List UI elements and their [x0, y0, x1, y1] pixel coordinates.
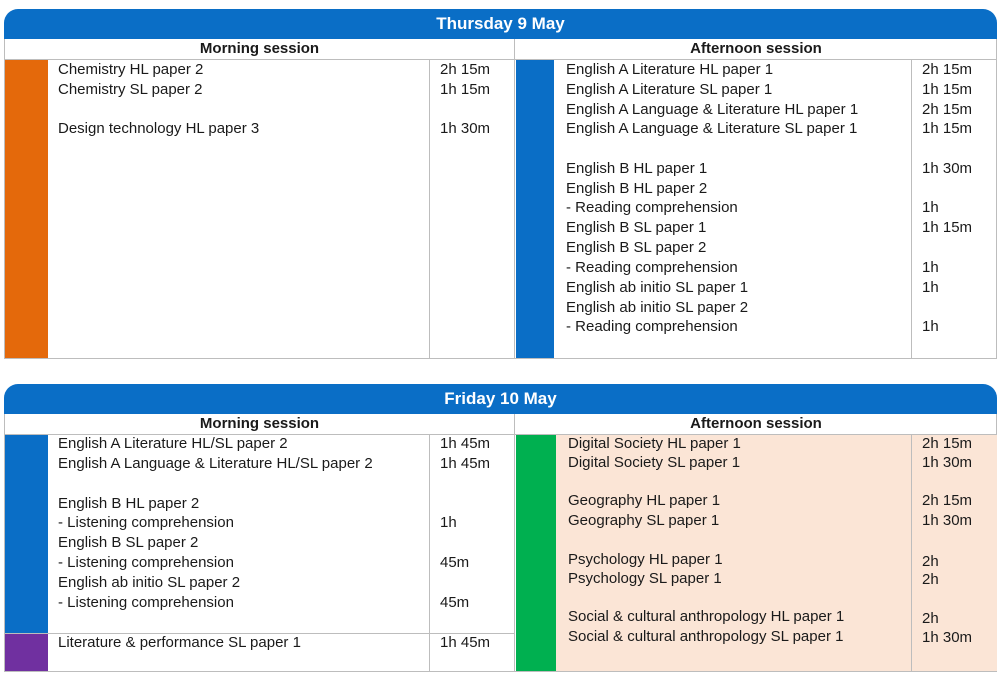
exam-name: Psychology HL paper 1: [568, 551, 723, 568]
exam-duration: 2h: [922, 610, 939, 627]
exam-duration: 2h 15m: [922, 492, 973, 509]
exam-duration: 1h 30m: [440, 120, 491, 137]
exam-duration: 45m: [440, 554, 470, 571]
divider: [911, 435, 912, 671]
exam-name: Chemistry SL paper 2: [58, 81, 203, 98]
exam-name: Digital Society HL paper 1: [568, 435, 741, 452]
exam-name: - Reading comprehension: [566, 259, 738, 276]
exam-name: Psychology SL paper 1: [568, 570, 722, 587]
exam-name: Social & cultural anthropology HL paper 1: [568, 608, 845, 625]
exam-duration: 1h: [922, 259, 939, 276]
exam-duration: 2h 15m: [922, 101, 973, 118]
exam-name: English ab initio SL paper 2: [58, 574, 241, 591]
exam-name: Social & cultural anthropology SL paper 1: [568, 628, 844, 645]
exam-duration: 1h 30m: [922, 454, 973, 471]
exam-duration: 1h 45m: [440, 455, 491, 472]
divider: [429, 60, 430, 358]
exam-duration: 1h 45m: [440, 634, 491, 651]
friday-grid: [4, 414, 997, 672]
exam-name: Digital Society SL paper 1: [568, 454, 741, 471]
exam-duration: 1h: [922, 279, 939, 296]
exam-name: Geography HL paper 1: [568, 492, 721, 509]
orange-color-bar: [5, 60, 48, 358]
exam-name: English B SL paper 2: [566, 239, 707, 256]
exam-name: - Reading comprehension: [566, 318, 738, 335]
morning-session-label: Morning session: [5, 414, 514, 435]
exam-duration: 1h 15m: [440, 81, 491, 98]
exam-name: Literature & performance SL paper 1: [58, 634, 301, 651]
exam-name: English A Literature HL paper 1: [566, 61, 774, 78]
afternoon-session-label: Afternoon session: [515, 414, 997, 435]
exam-name: English B SL paper 1: [566, 219, 707, 236]
purple-color-bar: [5, 634, 48, 671]
exam-name: English A Literature HL/SL paper 2: [58, 435, 288, 452]
thursday-block: [4, 9, 997, 359]
exam-name: English A Language & Literature SL paper 1: [566, 120, 858, 137]
exam-name: English A Literature SL paper 1: [566, 81, 773, 98]
exam-name: English B HL paper 2: [566, 180, 708, 197]
exam-name: Chemistry HL paper 2: [58, 61, 204, 78]
day-title: Thursday 9 May: [4, 9, 997, 39]
exam-name: - Listening comprehension: [58, 594, 234, 611]
exam-duration: 1h 15m: [922, 219, 973, 236]
exam-duration: 1h: [922, 318, 939, 335]
exam-duration: 2h: [922, 553, 939, 570]
exam-name: English B SL paper 2: [58, 534, 199, 551]
exam-duration: 2h 15m: [922, 435, 973, 452]
exam-name: English ab initio SL paper 1: [566, 279, 749, 296]
morning-session-label: Morning session: [5, 39, 514, 60]
exam-duration: 1h 30m: [922, 512, 973, 529]
divider: [911, 60, 912, 358]
exam-name: English B HL paper 2: [58, 495, 200, 512]
exam-duration: 2h: [922, 571, 939, 588]
afternoon-session-label: Afternoon session: [515, 39, 997, 60]
divider: [429, 435, 430, 671]
exam-name: English ab initio SL paper 2: [566, 299, 749, 316]
exam-name: Geography SL paper 1: [568, 512, 720, 529]
friday-block: [4, 384, 997, 672]
exam-duration: 1h: [922, 199, 939, 216]
exam-name: English B HL paper 1: [566, 160, 708, 177]
exam-name: - Listening comprehension: [58, 514, 234, 531]
exam-duration: 1h: [440, 514, 457, 531]
exam-duration: 2h 15m: [440, 61, 491, 78]
divider: [514, 39, 515, 358]
blue-color-bar: [5, 435, 48, 633]
divider: [514, 414, 515, 671]
exam-name: English A Language & Literature HL/SL paper 2: [58, 455, 373, 472]
exam-name: Design technology HL paper 3: [58, 120, 260, 137]
thursday-grid: [4, 39, 997, 359]
exam-duration: 1h 45m: [440, 435, 491, 452]
exam-duration: 1h 30m: [922, 160, 973, 177]
exam-duration: 1h 15m: [922, 81, 973, 98]
exam-duration: 1h 30m: [922, 629, 973, 646]
exam-duration: 2h 15m: [922, 61, 973, 78]
exam-duration: 45m: [440, 594, 470, 611]
exam-duration: 1h 15m: [922, 120, 973, 137]
exam-name: - Reading comprehension: [566, 199, 738, 216]
exam-name: - Listening comprehension: [58, 554, 234, 571]
exam-name: English A Language & Literature HL paper 1: [566, 101, 859, 118]
blue-color-bar: [516, 60, 554, 358]
green-color-bar: [516, 435, 556, 671]
day-title: Friday 10 May: [4, 384, 997, 414]
